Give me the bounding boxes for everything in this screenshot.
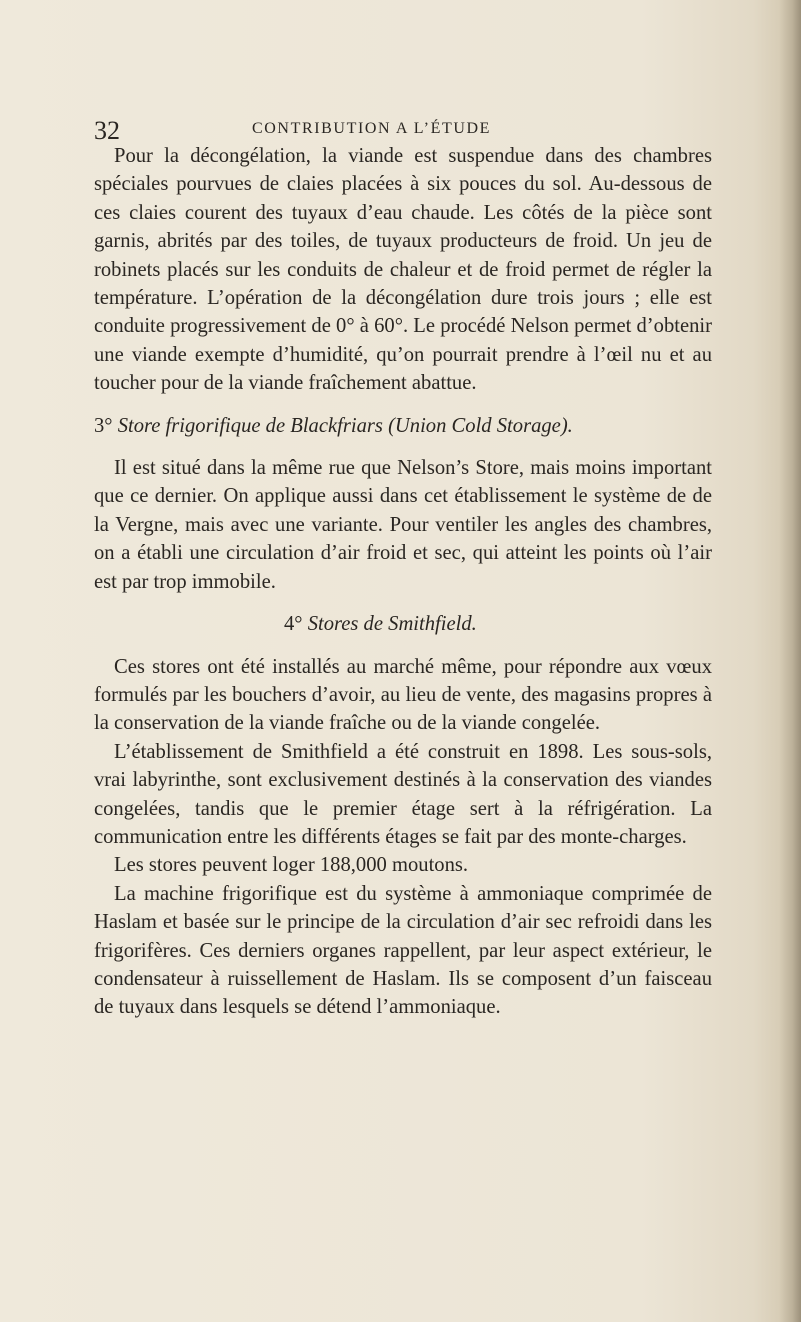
paragraph-capacity: Les stores peuvent loger 188,000 moutons. xyxy=(114,854,469,877)
page-number: 32 xyxy=(94,116,120,145)
paragraph-machine: La machine frigorifique est du système à ammoniaque comprimée de Haslam et basée sur le principe de la circulation d’air sec refroidi dans les frigorifères. Ces derniers organes rappellent, par leur aspect extérieur, le condensateur à ruissellement de Haslam. Ils se composent d’un faisceau de tuyaux dans lesquels se détend l’ammoniaque. xyxy=(94,882,712,1019)
section-title-smithfield: Stores de Smithfield. xyxy=(307,613,477,636)
body-text xyxy=(94,142,712,1022)
section-heading-blackfriars xyxy=(94,412,712,440)
section-number-4: 4° xyxy=(284,613,308,636)
section-title-blackfriars: Store frigorifique de Blackfriars xyxy=(117,414,383,437)
paragraph-smithfield-intro: Ces stores ont été installés au marché même, pour répondre aux vœux formulés par les bouchers d’avoir, au lieu de vente, des magasins propres à la conservation de la viande fraîche ou de la viande congelée. xyxy=(94,655,712,735)
section-subtitle-union: (Union Cold Storage). xyxy=(388,414,573,437)
paragraph-decongelation: Pour la décongélation, la viande est suspendue dans des chambres spéciales pourvues de claies placées à six pouces du sol. Au-dessous de ces claies courent des tuyaux d’eau chaude. Les côtés de la pièce sont garnis, abrités par des toiles, de tuyaux producteurs de froid. Un jeu de robinets placés sur les conduits de chaleur et de froid permet de régler la température. L’opération de la décongélation dure trois jours ; elle est conduite progressivement de 0° à 60°. Le procédé Nelson permet d’obtenir une viande exempte d’humidité, qu’on pourrait prendre à l’œil nu et au toucher pour de la viande fraîchement abattue. xyxy=(94,145,712,395)
page-edge-shadow xyxy=(779,0,801,1322)
paragraph-blackfriars: Il est situé dans la même rue que Nelson’s Store, mais moins important que ce dernier. On applique aussi dans cet établissement le système de de la Vergne, mais avec une variante. Pour ventiler les angles des chambres, on a établi une circulation d’air froid et sec, qui atteint les points où l’air est par trop immobile. xyxy=(94,457,712,593)
section-heading-smithfield xyxy=(94,610,712,638)
section-number-3: 3° xyxy=(94,414,118,437)
paragraph-smithfield-construction: L’établissement de Smithfield a été construit en 1898. Les sous-sols, vrai labyrinthe, sont exclusivement destinés à la conservation des viandes congelées, tandis que le premier étage sert à la réfrigération. La communication entre les différents étages se fait par des monte-charges. xyxy=(94,740,712,848)
running-head: CONTRIBUTION A L’ÉTUDE xyxy=(252,120,492,137)
